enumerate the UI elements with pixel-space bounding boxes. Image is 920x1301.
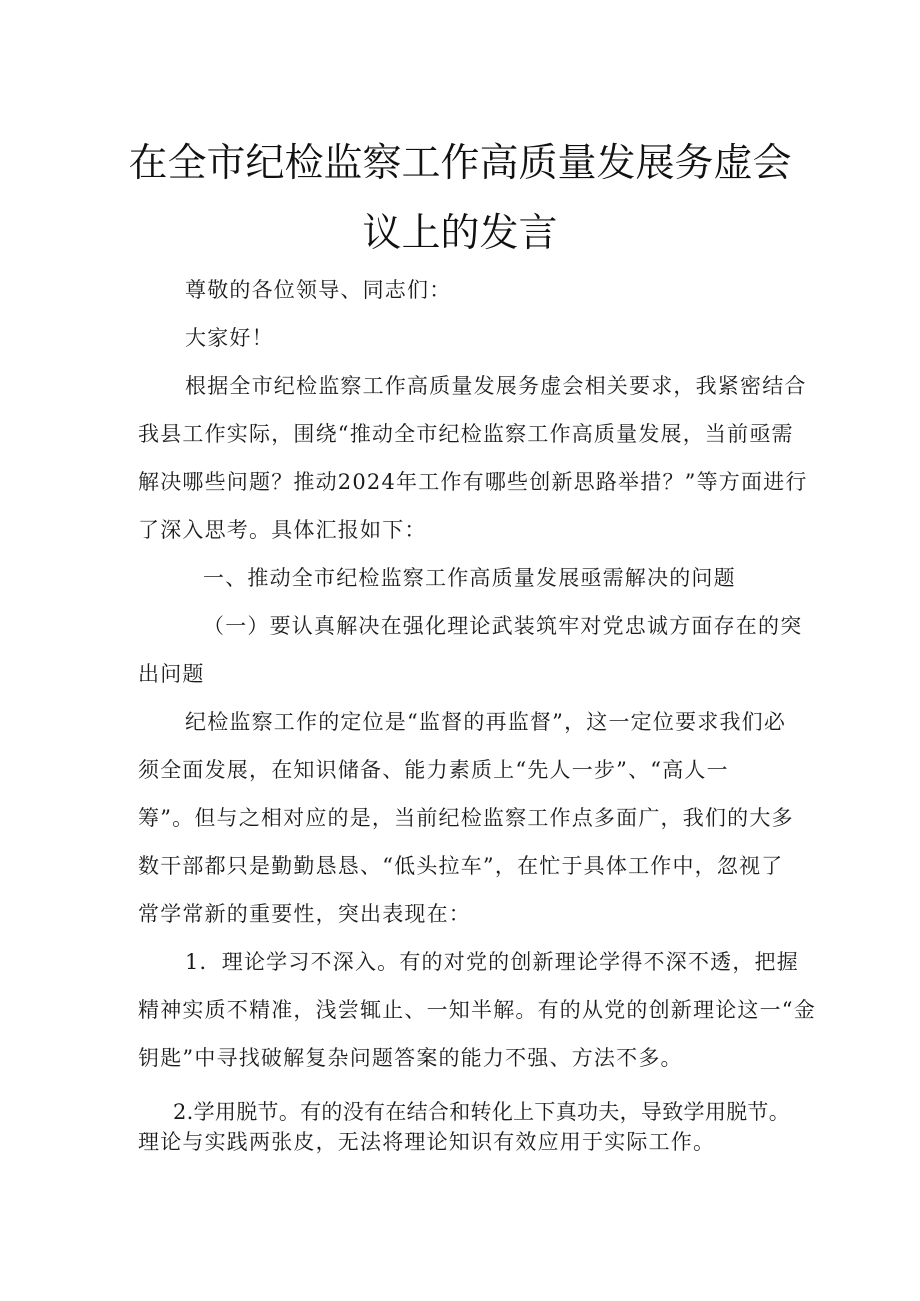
section-1-heading: 一、推动全市纪检监察工作高质量发展亟需解决的问题 [203, 566, 736, 590]
document-title-line-1: 在全市纪检监察工作高质量发展务虚会 [128, 141, 792, 186]
greeting: 大家好！ [185, 326, 274, 350]
intro-line-3: 解决哪些问题？推动2024年工作有哪些创新思路举措？”等方面进行 [138, 470, 808, 494]
document-title-line-2: 议上的发言 [362, 211, 558, 256]
item-1-line-3: 钥匙”中寻找破解复杂问题答案的能力不强、方法不多。 [138, 1046, 683, 1070]
item-1-line-1: 1．理论学习不深入。有的对党的创新理论学得不深不透，把握 [185, 950, 799, 974]
paragraph-2-line-5: 常学常新的重要性，突出表现在： [138, 902, 471, 926]
paragraph-2-line-4: 数干部都只是勤勤恳恳、“低头拉车”，在忙于具体工作中，忽视了 [138, 854, 784, 878]
paragraph-2-line-3: 筹”。但与之相对应的是，当前纪检监察工作点多面广，我们的大多 [138, 806, 794, 830]
intro-line-2: 我县工作实际，围绕“推动全市纪检监察工作高质量发展，当前亟需 [138, 422, 794, 446]
item-1-line-2: 精神实质不精准，浅尝辄止、一知半解。有的从党的创新理论这一“金 [138, 998, 816, 1022]
intro-line-4: 了深入思考。具体汇报如下： [138, 518, 427, 542]
item-2-line-2: 理论与实践两张皮，无法将理论知识有效应用于实际工作。 [138, 1130, 716, 1154]
paragraph-2-line-2: 须全面发展，在知识储备、能力素质上“先人一步”、“高人一 [138, 758, 729, 782]
intro-line-1: 根据全市纪检监察工作高质量发展务虚会相关要求，我紧密结合 [185, 374, 807, 398]
subsection-1-line-1: （一）要认真解决在强化理论武装筑牢对党忠诚方面存在的突 [203, 614, 803, 638]
item-2-line-1: 2.学用脱节。有的没有在结合和转化上下真功夫，导致学用脱节。 [173, 1100, 791, 1124]
paragraph-2-line-1: 纪检监察工作的定位是“监督的再监督”，这一定位要求我们必 [185, 710, 787, 734]
salutation: 尊敬的各位领导、同志们： [185, 278, 452, 302]
subsection-1-line-2: 出问题 [138, 662, 205, 686]
